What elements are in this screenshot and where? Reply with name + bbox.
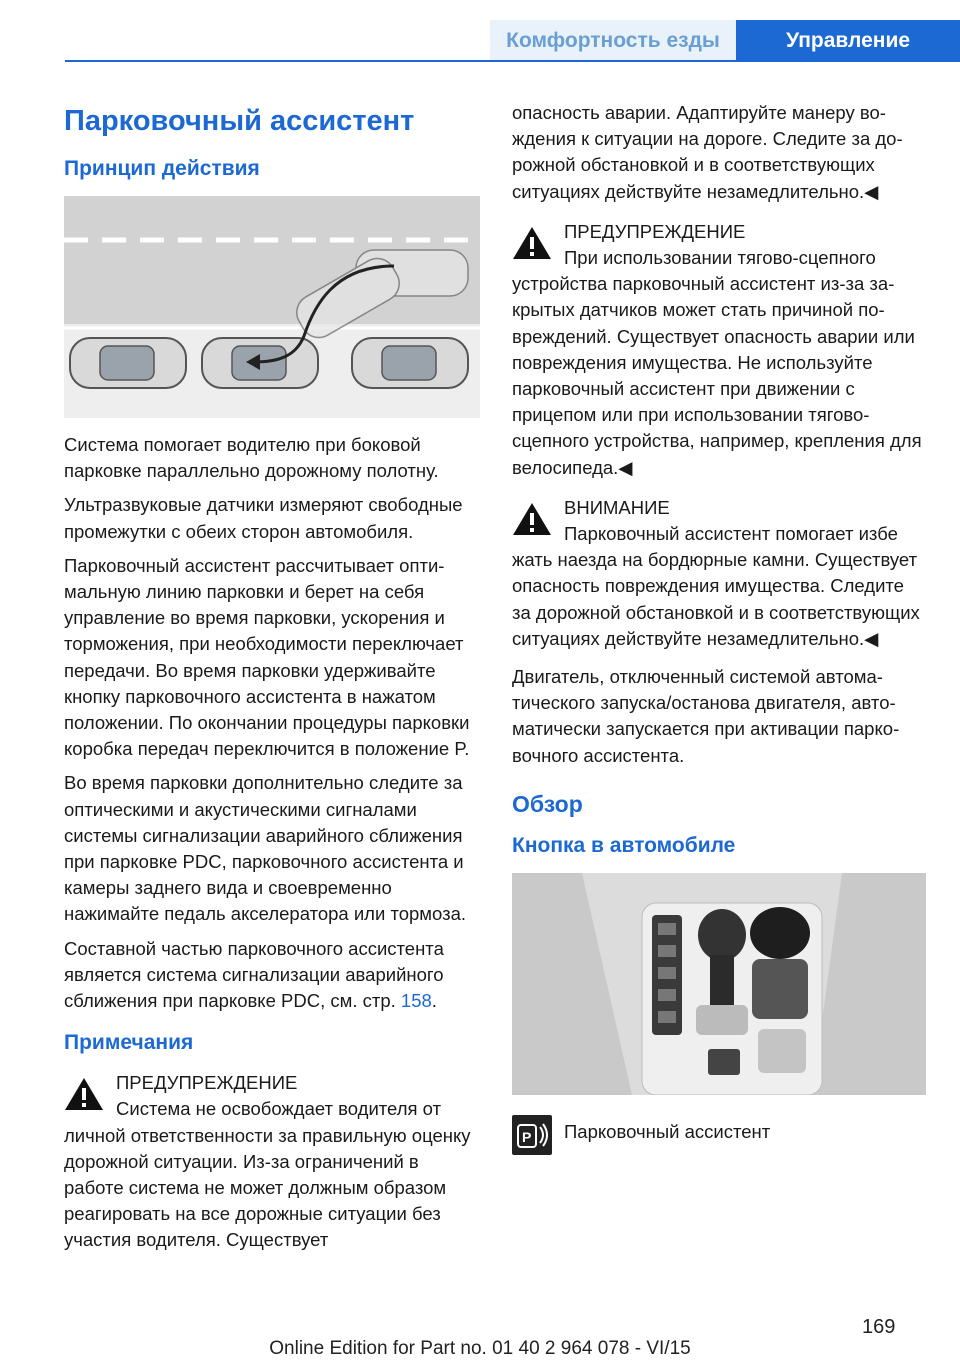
parking-diagram	[64, 196, 480, 418]
paragraph-2: Ультразвуковые датчики измеряют свободные промежутки с обеих сторон автомобиля.	[64, 494, 463, 542]
warning-title: ПРЕДУПРЕЖДЕНИЕ	[564, 220, 746, 242]
section-heading-overview: Обзор	[512, 790, 583, 817]
section-heading-notes: Примечания	[64, 1031, 194, 1055]
parked-car-right	[352, 338, 468, 388]
parking-assistant-label: Парковочный ассистент	[564, 1120, 771, 1142]
left-column	[64, 96, 480, 1262]
header-chapter-tab[interactable]: Управление	[736, 20, 960, 62]
svg-text:P: P	[522, 1128, 532, 1145]
caution-title: ВНИМАНИЕ	[564, 496, 670, 518]
header-rule	[65, 60, 960, 62]
warning-triangle-icon	[512, 225, 552, 261]
warning-block-1: ПРЕДУПРЕЖДЕНИЕ Система не освобождает водителя от личной ответственности за правильную оценку дорожной ситуации. Из-за ограничений в работе система не может должным образом реагировать на все дорожные ситуации без участия водителя. Существует	[64, 1070, 480, 1253]
parked-car-left	[70, 338, 186, 388]
warning-triangle-icon	[64, 1076, 104, 1112]
caution-block: ВНИМАНИЕ Парковочный ассистент помогает избе жать наезда на бордюрные камни. Существует опасность повреждения имущества. Следите за дорожной обстановкой и в соответствующих ситуациях действуйте незамедлительно.◀	[512, 495, 926, 652]
section-heading-principle: Принцип действия	[64, 157, 260, 180]
parking-assistant-button-legend	[512, 1115, 926, 1155]
page-link-158[interactable]: 158	[400, 990, 432, 1012]
edition-footer: Online Edition for Part no. 01 40 2 964 078 - VI/15	[269, 1338, 691, 1359]
paragraph-4: Во время парковки дополнительно следите за оптическими и акустическими сигналами системы сигнализации аварийного сближения при парковке PDC, парковочного ассистента и камеры заднего вида и своевременно нажимайте педаль акселератора или тормоза.	[64, 772, 467, 925]
page-number: 169	[862, 1316, 896, 1338]
console-photo	[512, 873, 926, 1095]
continued-paragraph: опасность аварии. Адаптируйте манеру вождения к ситуации на дороге. Следите за дорожной обстановкой и в соответствующих ситуациях действуйте незамедлительно.◀	[512, 102, 903, 202]
paragraph-1: Система помогает водителю при боковой парковке параллельно дорожному полотну.	[64, 434, 439, 482]
warning-block-2: ПРЕДУПРЕЖДЕНИЕ При использовании тягово-сцепного устройства парковочный ассистент из-за закрытых датчиков может стать причиной повреждений. Существует опасность аварии или повреждения имущества. Не используйте парковочный ассистент при движении с прицепом или при использовании тягово-сцепного устройства, например, крепления для велосипеда.◀	[512, 219, 926, 481]
paragraph-5: Составной частью парковочного ассистента является система сигнализации аварийного сближения при парковке PDC, см. стр. 158.	[64, 937, 444, 1012]
warning-triangle-icon	[512, 501, 552, 537]
warning-title: ПРЕДУПРЕЖДЕНИЕ	[116, 1072, 298, 1094]
paragraph-3: Парковочный ассистент рассчитывает оптимальную линию парковки и берет на себя управление во время парковки, ускорения и торможения, при необходимости переключает передачи. Во время парковки удерживайте кнопку парковочного ассистента в нажатом положении. По окончании процедуры парковки коробка передач переключится в положение P.	[64, 554, 470, 760]
right-column	[512, 96, 926, 1155]
header-section-tab[interactable]: Комфортность езды	[490, 20, 736, 62]
section-heading-button: Кнопка в автомобиле	[512, 833, 736, 857]
page-title: Парковочный ассистент	[64, 105, 415, 137]
page-header	[0, 0, 960, 62]
parking-assistant-icon[interactable]	[512, 1115, 552, 1155]
engine-paragraph: Двигатель, отключенный системой автоматического запуска/останова двигателя, автоматически запускается при активации парковочного ассистента.	[512, 666, 900, 766]
